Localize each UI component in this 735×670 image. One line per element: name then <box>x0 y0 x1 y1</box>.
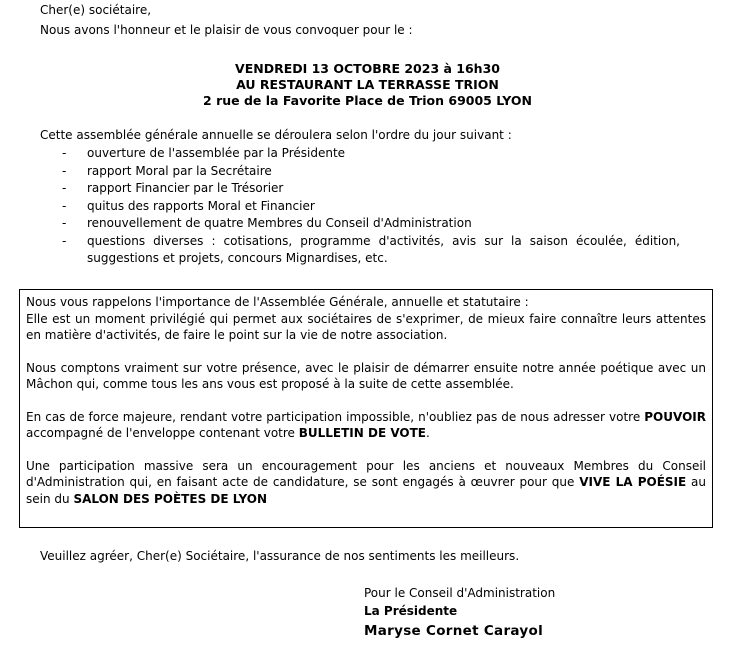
agenda-list <box>40 145 680 268</box>
box-paragraph-importance-line1: Nous vous rappelons l'importance de l'Assemblée Générale, annuelle et statutaire : <box>26 295 529 309</box>
list-item <box>40 180 680 198</box>
bullet-dash: - <box>62 163 67 178</box>
intro-text: Nous avons l'honneur et le plaisir de vous convoquer pour le : <box>40 23 413 37</box>
list-item <box>40 163 680 181</box>
agenda-item-label: quitus des rapports Moral et Financier <box>87 198 315 213</box>
salon-label: SALON DES POÈTES DE LYON <box>73 491 268 506</box>
event-venue: AU RESTAURANT LA TERRASSE TRION <box>236 77 499 92</box>
list-item <box>40 233 680 268</box>
box-paragraph-participation <box>26 458 706 508</box>
greeting: Cher(e) sociétaire, <box>40 3 152 17</box>
closing-text: Veuillez agréer, Cher(e) Sociétaire, l'assurance de nos sentiments les meilleurs. <box>40 549 520 563</box>
event-date: VENDREDI 13 OCTOBRE 2023 à 16h30 <box>235 61 500 76</box>
reminder-box <box>19 289 713 528</box>
agenda-item-label: rapport Financier par le Trésorier <box>87 181 284 195</box>
signature-role: La Présidente <box>364 604 458 618</box>
vive-la-poesie-label: VIVE LA POÉSIE <box>579 475 687 489</box>
proxy-text-b: accompagné de l'enveloppe contenant votre <box>26 426 299 440</box>
agenda-intro: Cette assemblée générale annuelle se déroulera selon l'ordre du jour suivant : <box>40 128 512 142</box>
box-paragraph-proxy <box>26 409 706 442</box>
box-paragraph-presence: Nous comptons vraiment sur votre présence, avec le plaisir de démarrer ensuite notre année poétique avec un Mâchon qui, comme tous les ans vous est proposé à la suite de cette assemblée. <box>26 360 706 391</box>
proxy-text-a: En cas de force majeure, rendant votre participation impossible, n'oubliez pas de nous adresser votre <box>26 409 645 424</box>
participation-text-a: Une participation massive sera un encouragement pour les anciens et nouveaux Membres du Conseil d'Administration qui, en faisant acte de candidature, se sont engagés à œuvrer pour que <box>26 458 706 489</box>
agenda-item-label: renouvellement de quatre Membres du Conseil d'Administration <box>87 216 472 230</box>
box-paragraph-importance-line2: Elle est un moment privilégié qui permet aux sociétaires de s'exprimer, de mieux faire connaître leurs attentes en matière d'activités, de faire le point sur la vie de notre association. <box>26 311 706 342</box>
signature-for-board: Pour le Conseil d'Administration <box>364 586 556 600</box>
list-item <box>40 198 680 216</box>
bulletin-label: BULLETIN DE VOTE <box>298 426 426 440</box>
bullet-dash: - <box>62 181 67 195</box>
participation-text-b: au sein du <box>26 475 706 506</box>
box-paragraph-importance <box>26 294 706 344</box>
agenda-item-label: ouverture de l'assemblée par la Présidente <box>87 146 346 160</box>
signature-name: Maryse Cornet Carayol <box>364 623 544 639</box>
agenda-item-label: questions diverses : cotisations, programme d'activités, avis sur la saison écoulée, édition, suggestions et projets, concours Mignardises, etc. <box>87 233 680 265</box>
list-item <box>40 145 680 163</box>
event-address: 2 rue de la Favorite Place de Trion 69005 LYON <box>203 93 532 108</box>
agenda-item-label: rapport Moral par la Secrétaire <box>87 163 272 178</box>
bullet-dash: - <box>62 216 67 230</box>
proxy-text-c: . <box>425 426 430 440</box>
bullet-dash: - <box>62 233 67 248</box>
pouvoir-label: POUVOIR <box>644 409 706 424</box>
bullet-dash: - <box>62 146 67 160</box>
list-item <box>40 215 680 233</box>
bullet-dash: - <box>62 198 67 213</box>
